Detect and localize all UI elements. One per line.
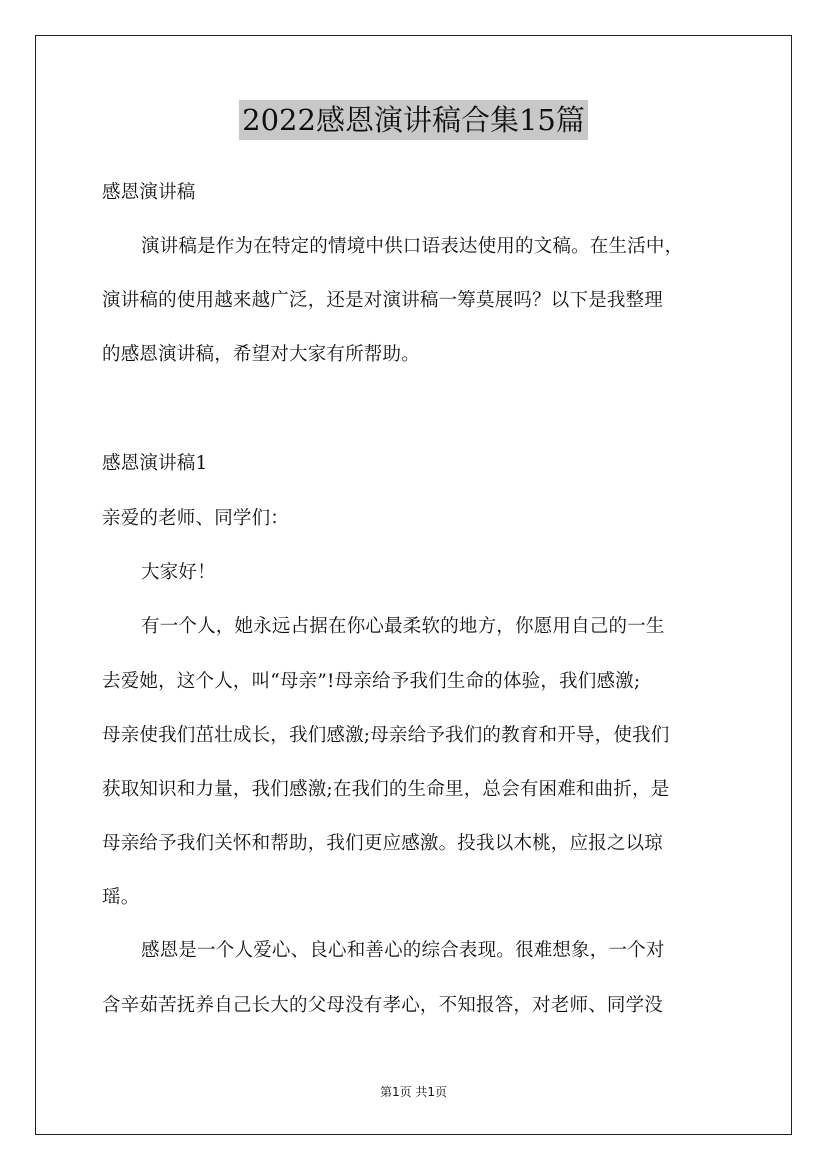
salutation: 亲爱的老师、同学们：	[102, 508, 290, 529]
paragraph-line: 去爱她，这个人，叫“母亲”!母亲给予我们生命的体验，我们感激;	[102, 671, 641, 692]
paragraph-line: 含辛茹苦抚养自己长大的父母没有孝心，不知报答，对老师、同学没	[102, 995, 664, 1016]
page-footer: 第1页 共1页	[379, 1085, 448, 1099]
paragraph-line: 母亲使我们茁壮成长，我们感激;母亲给予我们的教育和开导，使我们	[102, 725, 670, 746]
paragraph-line: 演讲稿的使用越来越广泛，还是对演讲稿一筹莫展吗？以下是我整理	[102, 290, 664, 311]
paragraph-line: 感恩是一个人爱心、良心和善心的综合表现。很难想象，一个对	[141, 940, 665, 961]
document-title: 2022感恩演讲稿合集15篇	[239, 100, 588, 140]
greeting: 大家好！	[141, 562, 216, 583]
title-container	[0, 100, 827, 140]
paragraph-line: 获取知识和力量，我们感激;在我们的生命里，总会有困难和曲折，是	[102, 779, 670, 800]
paragraph-line: 瑶。	[102, 887, 140, 908]
paragraph-line: 演讲稿是作为在特定的情境中供口语表达使用的文稿。在生活中，	[141, 236, 684, 257]
section-heading: 感恩演讲稿1	[102, 453, 208, 474]
paragraph-line: 的感恩演讲稿，希望对大家有所帮助。	[102, 344, 420, 365]
paragraph-line: 母亲给予我们关怀和帮助，我们更应感激。投我以木桃，应报之以琼	[102, 833, 664, 854]
paragraph-line: 有一个人，她永远占据在你心最柔软的地方，你愿用自己的一生	[141, 616, 665, 637]
section-heading: 感恩演讲稿	[102, 182, 196, 203]
